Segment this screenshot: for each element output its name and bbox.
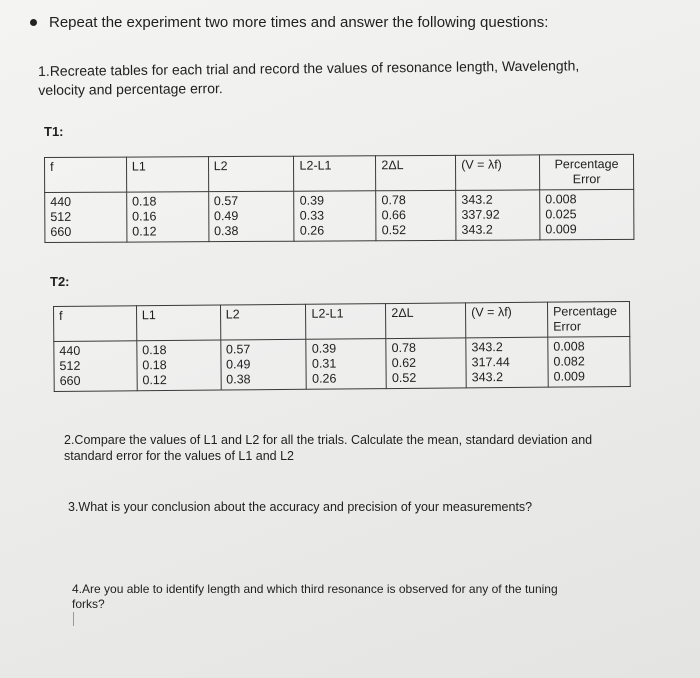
value: 0.66 bbox=[381, 208, 406, 223]
question-4-line-2: forks? bbox=[72, 597, 105, 611]
question-1-line-1: 1.Recreate tables for each trial and record the values of resonance length, Wavelength, bbox=[38, 57, 580, 79]
value: 343.2 bbox=[471, 340, 503, 355]
value: 0.38 bbox=[226, 372, 251, 387]
cell-l2-l1 bbox=[306, 339, 386, 390]
question-4-line-1: 4.Are you able to identify length and which third resonance is observed for any of the tuning bbox=[72, 582, 558, 596]
value: 317.44 bbox=[471, 355, 510, 370]
header-velocity: (V = λf) bbox=[466, 302, 548, 338]
header-percentage-error bbox=[540, 154, 634, 189]
value: 0.39 bbox=[299, 193, 325, 208]
value: 0.009 bbox=[553, 369, 585, 384]
value: 0.082 bbox=[553, 354, 585, 369]
value: 343.2 bbox=[461, 192, 493, 207]
header-percentage: Percentage bbox=[552, 304, 618, 319]
header-f: f bbox=[45, 157, 127, 192]
cell-2dl bbox=[376, 190, 456, 240]
question-2-line-1: 2.Compare the values of L1 and L2 for all the trials. Calculate the mean, standard deviation and bbox=[64, 433, 593, 447]
cell-percentage-error bbox=[548, 336, 630, 387]
cell-l2 bbox=[220, 339, 306, 390]
value: 337.92 bbox=[461, 207, 500, 222]
header-l2-l1: L2-L1 bbox=[306, 304, 386, 340]
value: 0.38 bbox=[214, 223, 239, 239]
header-error: Error bbox=[572, 172, 601, 187]
value: 0.49 bbox=[213, 208, 239, 224]
cell-velocity bbox=[456, 190, 540, 240]
value: 343.2 bbox=[461, 222, 493, 237]
intro-text: Repeat the experiment two more times and answer the following questions: bbox=[49, 14, 549, 31]
value: 512 bbox=[59, 358, 81, 373]
value: 0.26 bbox=[312, 371, 337, 386]
value: 0.62 bbox=[391, 355, 417, 371]
value: 0.31 bbox=[311, 356, 337, 371]
question-1 bbox=[38, 56, 638, 100]
header-l2: L2 bbox=[220, 304, 306, 340]
table-2-label: T2: bbox=[50, 274, 70, 289]
value: 0.009 bbox=[545, 222, 577, 237]
value: 0.16 bbox=[132, 209, 157, 224]
value: 0.78 bbox=[381, 193, 406, 208]
header-f: f bbox=[54, 306, 137, 342]
header-l1: L1 bbox=[126, 157, 208, 192]
value: 0.008 bbox=[545, 192, 577, 207]
table-header-row bbox=[45, 154, 634, 192]
value: 440 bbox=[59, 343, 81, 358]
value: 512 bbox=[50, 209, 72, 224]
value: 0.33 bbox=[299, 208, 325, 223]
question-2 bbox=[64, 432, 644, 464]
header-percentage-error bbox=[547, 301, 629, 337]
value: 0.12 bbox=[132, 224, 157, 239]
header-percentage: Percentage bbox=[554, 156, 619, 172]
table-1 bbox=[44, 154, 634, 243]
table-1-label: T1: bbox=[44, 124, 64, 139]
header-2dl: 2ΔL bbox=[376, 155, 456, 190]
value: 0.12 bbox=[142, 373, 167, 388]
text-cursor[interactable] bbox=[73, 612, 74, 626]
value: 0.18 bbox=[142, 343, 167, 358]
value: 0.57 bbox=[225, 342, 251, 357]
cell-2dl bbox=[386, 338, 466, 389]
value: 0.49 bbox=[226, 357, 251, 372]
cell-l1 bbox=[137, 340, 221, 391]
value: 440 bbox=[50, 194, 72, 209]
bullet-icon bbox=[30, 19, 37, 26]
value: 0.39 bbox=[311, 341, 337, 356]
question-4 bbox=[72, 582, 632, 612]
value: 0.78 bbox=[391, 340, 417, 356]
value: 0.18 bbox=[142, 358, 167, 373]
value: 0.26 bbox=[299, 223, 325, 238]
value: 343.2 bbox=[471, 370, 504, 385]
header-error: Error bbox=[553, 319, 582, 334]
cell-l2 bbox=[208, 191, 294, 241]
table-row bbox=[45, 189, 634, 242]
value: 0.025 bbox=[545, 207, 577, 222]
cell-f bbox=[45, 192, 127, 242]
value: 0.008 bbox=[553, 339, 585, 354]
value: 0.52 bbox=[391, 370, 417, 386]
cell-f bbox=[54, 341, 137, 392]
intro-line bbox=[30, 14, 548, 31]
header-2dl: 2ΔL bbox=[386, 303, 466, 339]
table-2 bbox=[53, 301, 631, 392]
cell-l1 bbox=[127, 192, 209, 242]
header-velocity: (V = λf) bbox=[456, 155, 540, 190]
question-3: 3.What is your conclusion about the accuracy and precision of your measurements? bbox=[68, 500, 533, 514]
question-1-line-2: velocity and percentage error. bbox=[38, 80, 223, 98]
cell-percentage-error bbox=[540, 189, 634, 239]
question-2-line-2: standard error for the values of L1 and L2 bbox=[64, 449, 295, 463]
value: 0.18 bbox=[132, 194, 157, 209]
table-header-row bbox=[54, 301, 630, 341]
header-l2: L2 bbox=[208, 156, 294, 191]
table-row bbox=[54, 336, 630, 391]
header-l2-l1: L2-L1 bbox=[294, 156, 376, 191]
cell-velocity bbox=[466, 337, 548, 388]
header-l1: L1 bbox=[136, 305, 220, 341]
cell-l2-l1 bbox=[294, 191, 376, 241]
value: 660 bbox=[50, 224, 72, 239]
value: 660 bbox=[59, 373, 81, 388]
value: 0.57 bbox=[213, 193, 239, 209]
value: 0.52 bbox=[381, 223, 407, 238]
